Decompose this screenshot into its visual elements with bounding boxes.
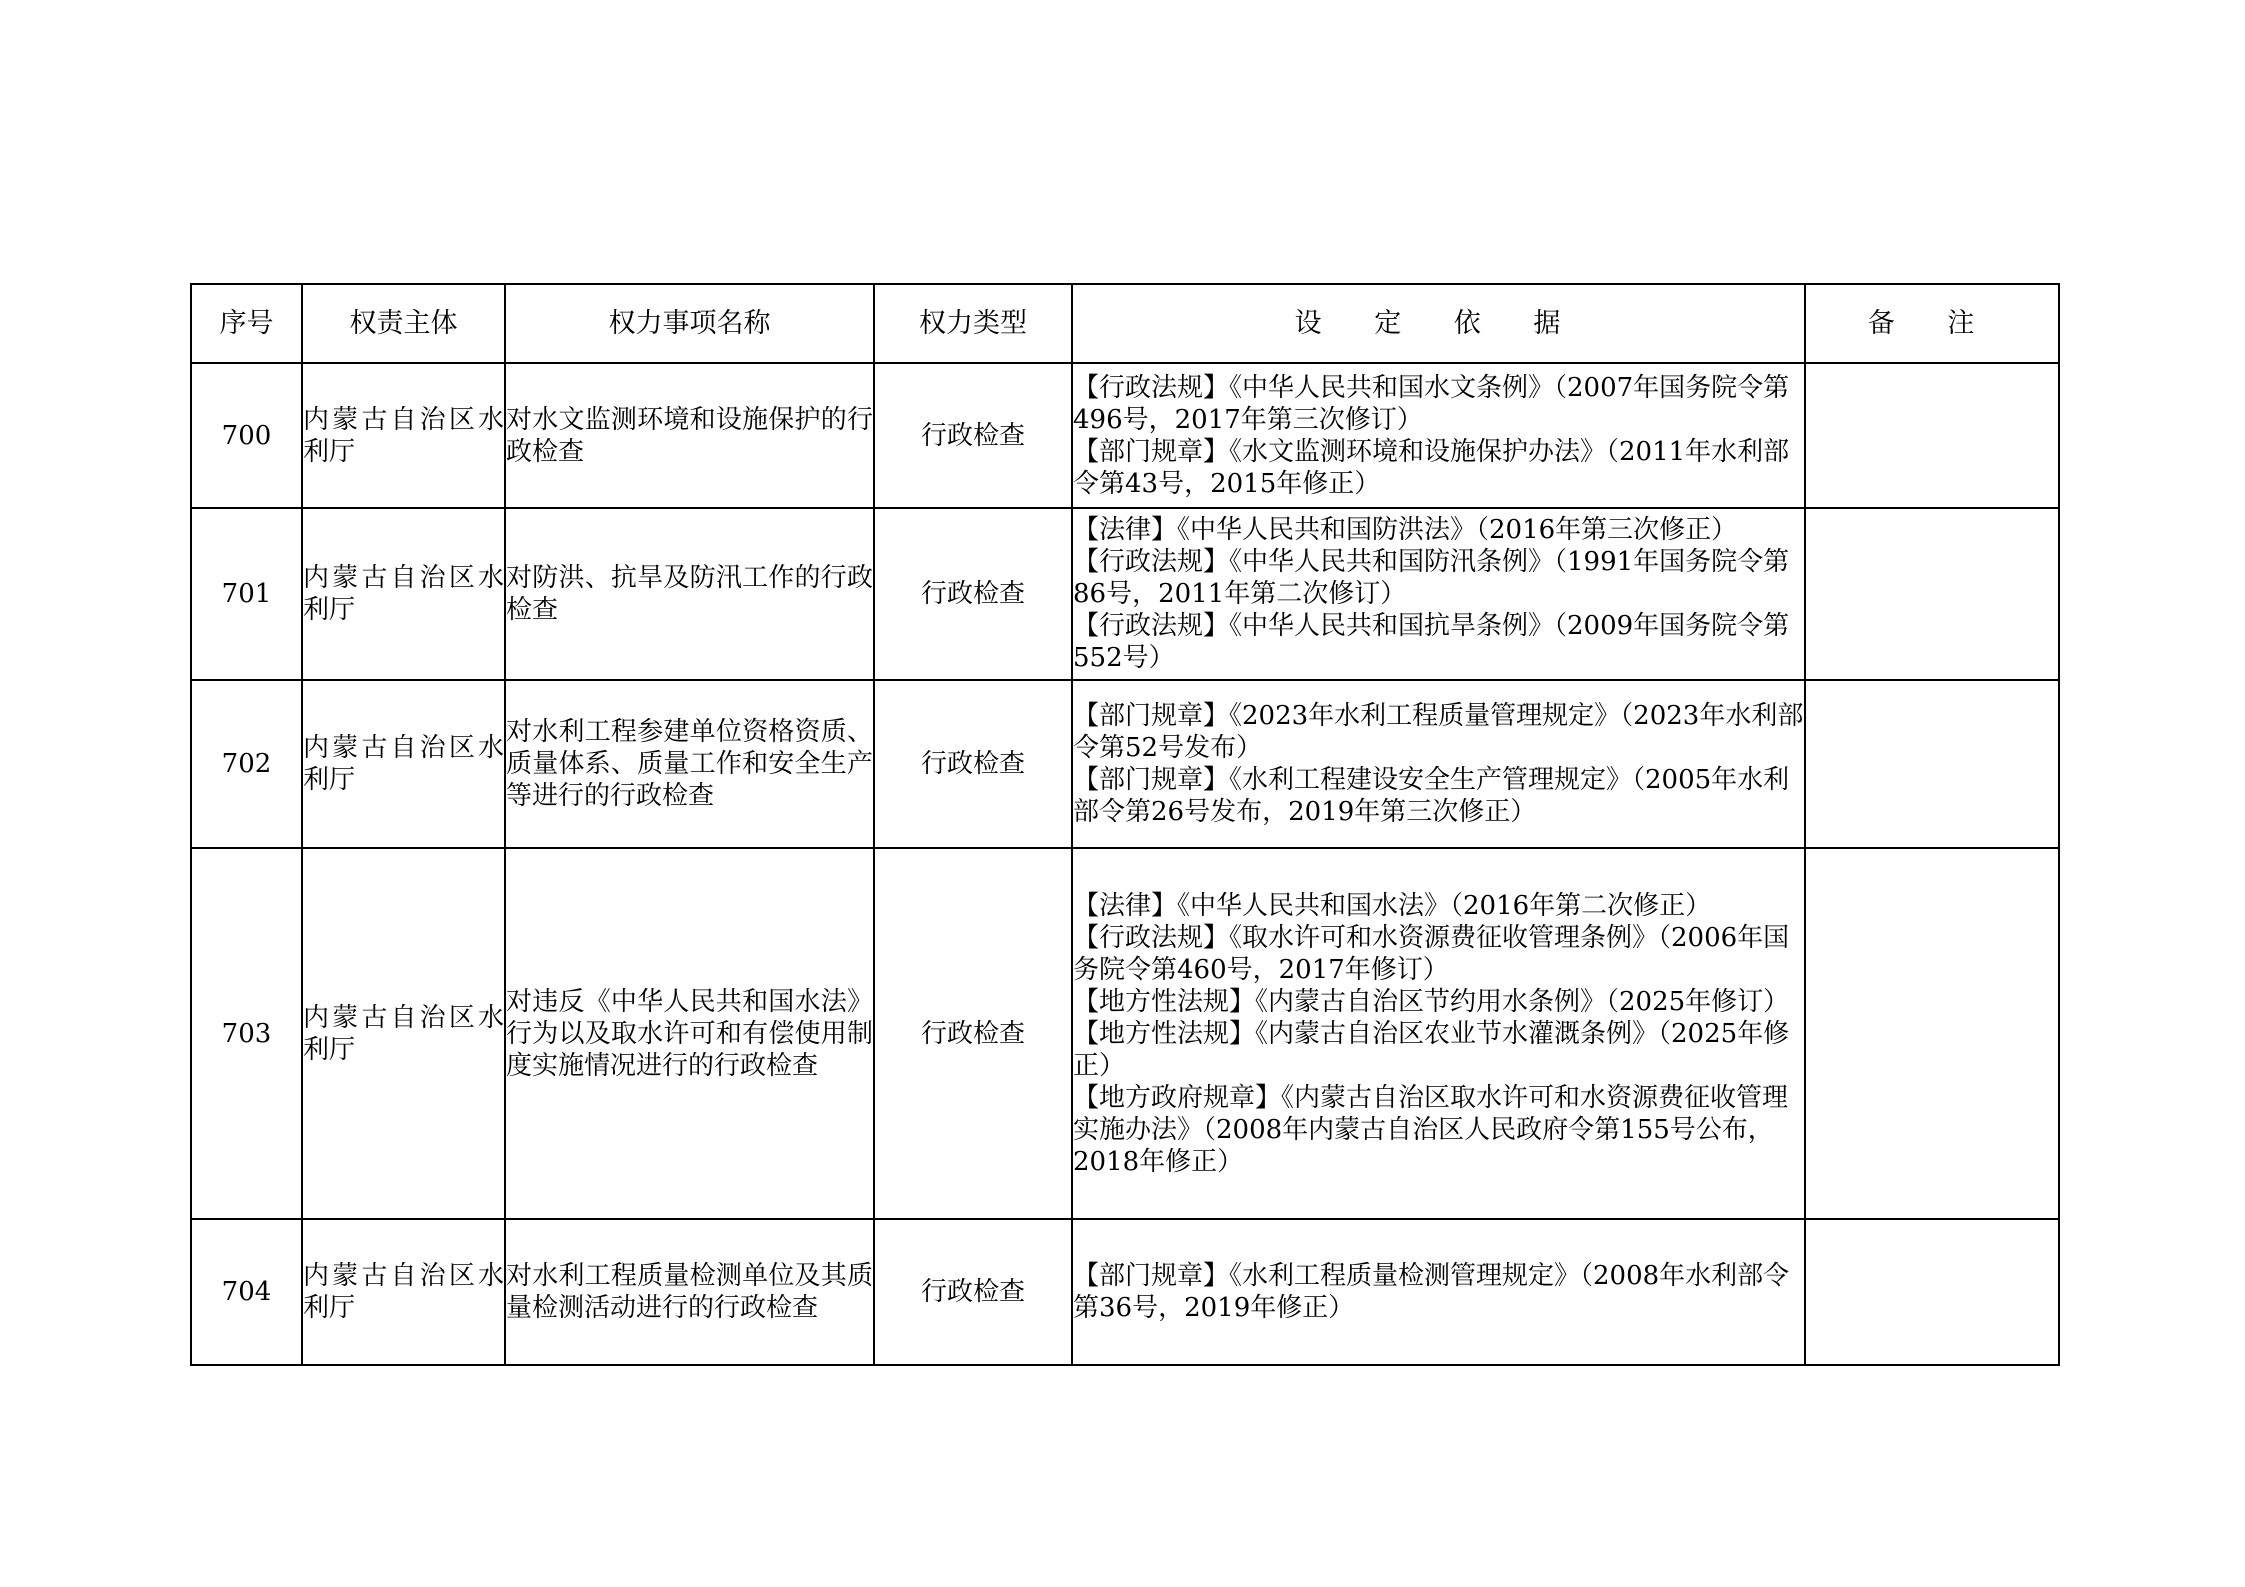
row-subject: 内蒙古自治区水利厅 bbox=[302, 680, 505, 848]
row-power-type: 行政检查 bbox=[874, 848, 1072, 1219]
row-note bbox=[1805, 508, 2059, 680]
row-basis bbox=[1072, 363, 1805, 508]
basis-item: 【法律】《中华人民共和国水法》（2016年第二次修正） bbox=[1073, 890, 1712, 921]
row-power-type: 行政检查 bbox=[874, 363, 1072, 508]
row-power-type: 行政检查 bbox=[874, 1219, 1072, 1365]
row-power-name: 对违反《中华人民共和国水法》行为以及取水许可和有偿使用制度实施情况进行的行政检查 bbox=[505, 848, 874, 1219]
basis-item: 【行政法规】《中华人民共和国水文条例》（2007年国务院令第496号，2017年第三次修订） bbox=[1073, 372, 1790, 435]
header-name: 权力事项名称 bbox=[505, 284, 874, 363]
row-subject: 内蒙古自治区水利厅 bbox=[302, 1219, 505, 1365]
row-basis bbox=[1072, 680, 1805, 848]
row-number: 702 bbox=[191, 680, 302, 848]
row-subject: 内蒙古自治区水利厅 bbox=[302, 363, 505, 508]
row-note bbox=[1805, 848, 2059, 1219]
row-power-name: 对水文监测环境和设施保护的行政检查 bbox=[505, 363, 874, 508]
row-note bbox=[1805, 363, 2059, 508]
table-row bbox=[191, 680, 2059, 848]
header-type: 权力类型 bbox=[874, 284, 1072, 363]
table-row bbox=[191, 508, 2059, 680]
header-subject: 权责主体 bbox=[302, 284, 505, 363]
row-subject: 内蒙古自治区水利厅 bbox=[302, 508, 505, 680]
table-row bbox=[191, 363, 2059, 508]
row-subject: 内蒙古自治区水利厅 bbox=[302, 848, 505, 1219]
row-power-name: 对防洪、抗旱及防汛工作的行政检查 bbox=[505, 508, 874, 680]
row-note bbox=[1805, 680, 2059, 848]
table-row bbox=[191, 1219, 2059, 1365]
header-row bbox=[191, 284, 2059, 363]
basis-item: 【部门规章】《水文监测环境和设施保护办法》（2011年水利部令第43号，2015年修正） bbox=[1073, 436, 1790, 499]
row-number: 704 bbox=[191, 1219, 302, 1365]
row-power-name: 对水利工程参建单位资格资质、质量体系、质量工作和安全生产等进行的行政检查 bbox=[505, 680, 874, 848]
row-basis bbox=[1072, 848, 1805, 1219]
basis-item: 【部门规章】《2023年水利工程质量管理规定》（2023年水利部令第52号发布） bbox=[1073, 701, 1804, 763]
row-power-name: 对水利工程质量检测单位及其质量检测活动进行的行政检查 bbox=[505, 1219, 874, 1365]
row-power-type: 行政检查 bbox=[874, 508, 1072, 680]
basis-item: 【法律】《中华人民共和国防洪法》（2016年第三次修正） bbox=[1073, 515, 1738, 545]
row-basis bbox=[1072, 508, 1805, 680]
row-power-type: 行政检查 bbox=[874, 680, 1072, 848]
basis-item: 【行政法规】《中华人民共和国抗旱条例》（2009年国务院令第552号） bbox=[1073, 611, 1790, 673]
header-note: 备 注 bbox=[1805, 284, 2059, 363]
row-basis bbox=[1072, 1219, 1805, 1365]
row-number: 700 bbox=[191, 363, 302, 508]
basis-item: 【地方政府规章】《内蒙古自治区取水许可和水资源费征收管理实施办法》（2008年内蒙古自治区人民政府令第155号公布，2018年修正） bbox=[1073, 1082, 1789, 1177]
header-basis: 设 定 依 据 bbox=[1072, 284, 1805, 363]
basis-item: 【部门规章】《水利工程质量检测管理规定》（2008年水利部令第36号，2019年修正） bbox=[1073, 1261, 1790, 1323]
power-list-table bbox=[190, 283, 2060, 1366]
row-number: 703 bbox=[191, 848, 302, 1219]
row-note bbox=[1805, 1219, 2059, 1365]
basis-item: 【部门规章】《水利工程建设安全生产管理规定》（2005年水利部令第26号发布，2019年第三次修正） bbox=[1073, 765, 1790, 827]
basis-item: 【地方性法规】《内蒙古自治区节约用水条例》（2025年修订） bbox=[1073, 986, 1790, 1017]
basis-item: 【地方性法规】《内蒙古自治区农业节水灌溉条例》（2025年修正） bbox=[1073, 1018, 1790, 1081]
table-row bbox=[191, 848, 2059, 1219]
basis-item: 【行政法规】《取水许可和水资源费征收管理条例》（2006年国务院令第460号，2017年修订） bbox=[1073, 922, 1790, 985]
header-no: 序号 bbox=[191, 284, 302, 363]
row-number: 701 bbox=[191, 508, 302, 680]
basis-item: 【行政法规】《中华人民共和国防汛条例》（1991年国务院令第86号，2011年第二次修订） bbox=[1073, 547, 1790, 609]
